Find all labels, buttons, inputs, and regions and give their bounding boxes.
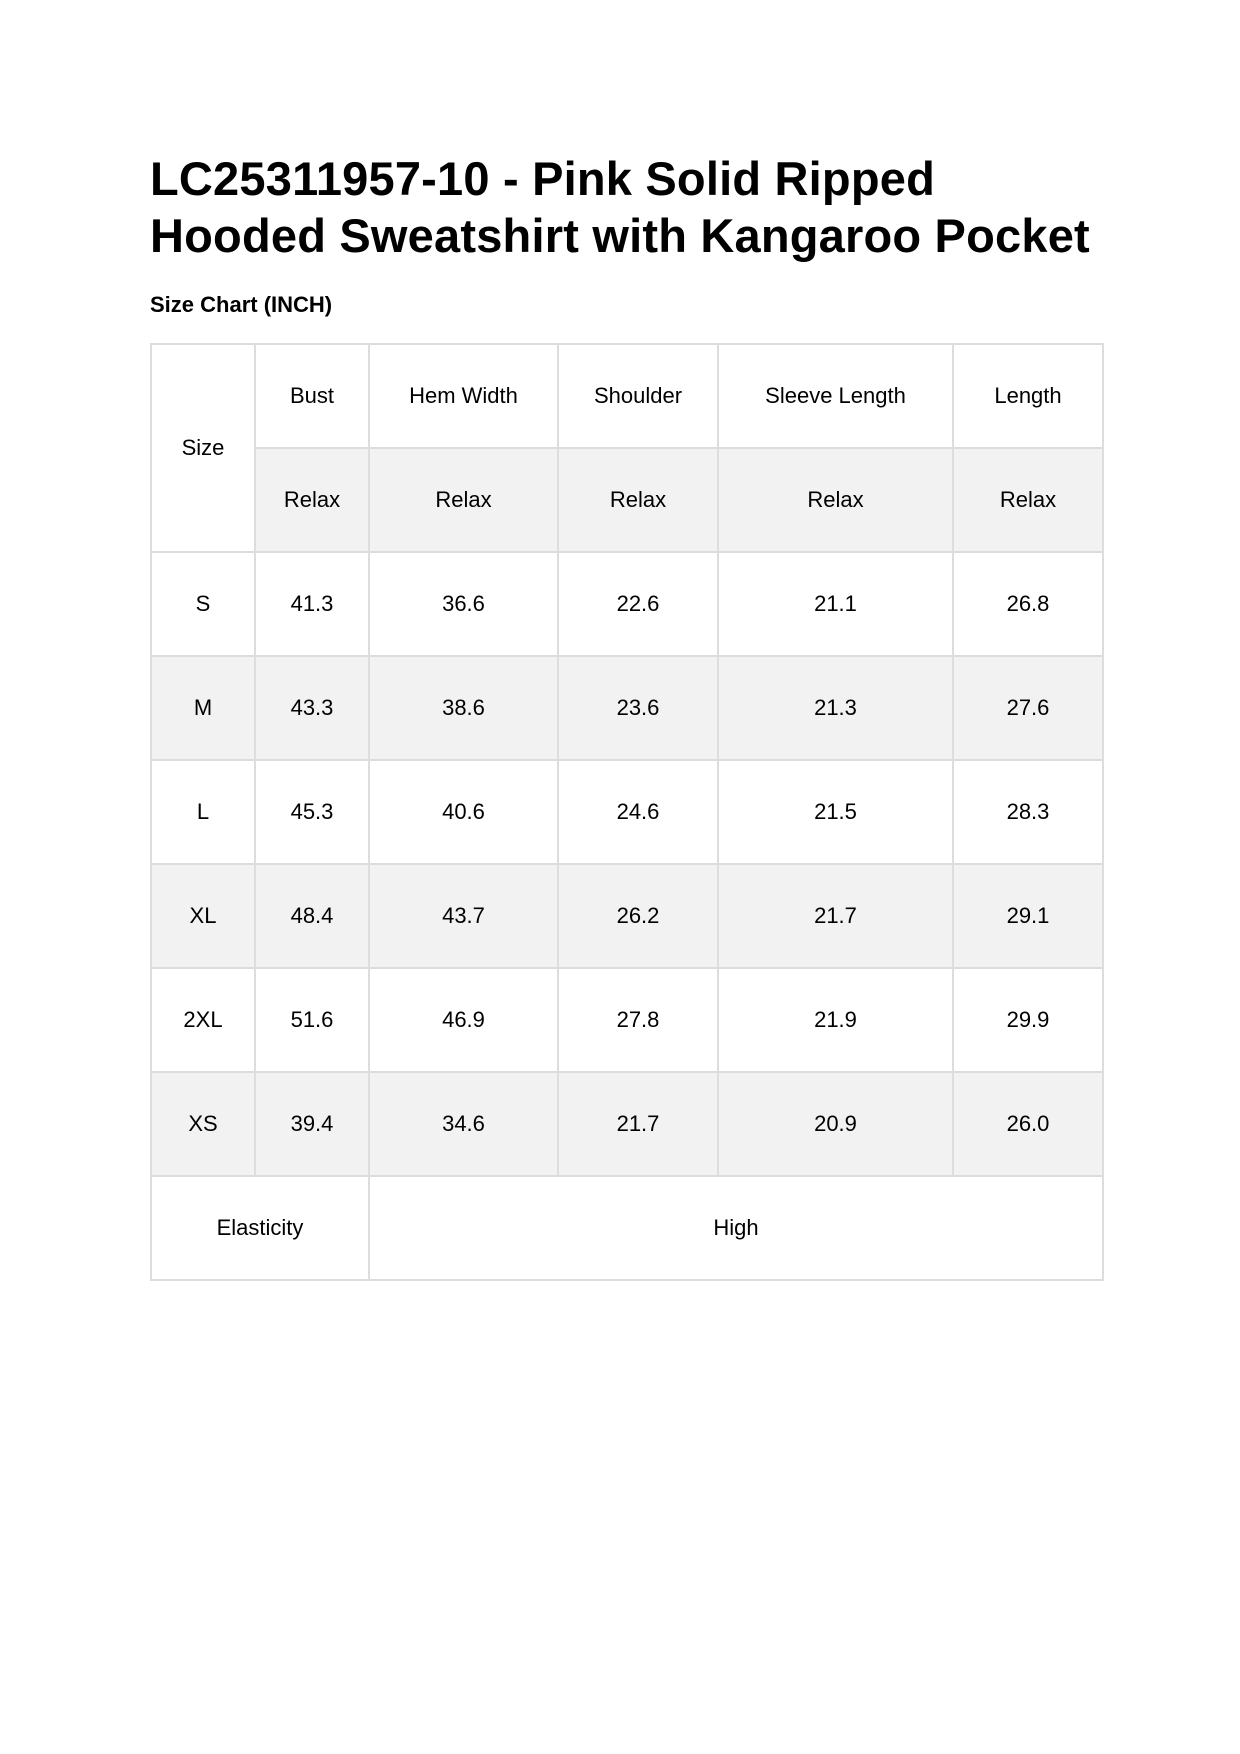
value-cell: 51.6 xyxy=(255,968,369,1072)
value-cell: 26.2 xyxy=(558,864,718,968)
elasticity-row xyxy=(151,1176,1103,1280)
value-cell: 21.1 xyxy=(718,552,953,656)
value-cell: 21.3 xyxy=(718,656,953,760)
column-header-shoulder: Shoulder xyxy=(558,344,718,448)
fit-label-cell: Relax xyxy=(718,448,953,552)
table-row xyxy=(151,760,1103,864)
column-header-sleeve-length: Sleeve Length xyxy=(718,344,953,448)
column-header-length: Length xyxy=(953,344,1103,448)
size-cell: M xyxy=(151,656,255,760)
size-header-cell: Size xyxy=(151,344,255,552)
value-cell: 27.6 xyxy=(953,656,1103,760)
header-row xyxy=(151,344,1103,448)
value-cell: 27.8 xyxy=(558,968,718,1072)
fit-row xyxy=(151,448,1103,552)
value-cell: 22.6 xyxy=(558,552,718,656)
value-cell: 46.9 xyxy=(369,968,558,1072)
value-cell: 21.9 xyxy=(718,968,953,1072)
fit-label-cell: Relax xyxy=(255,448,369,552)
value-cell: 38.6 xyxy=(369,656,558,760)
value-cell: 43.3 xyxy=(255,656,369,760)
value-cell: 28.3 xyxy=(953,760,1103,864)
table-row xyxy=(151,1072,1103,1176)
column-header-hem-width: Hem Width xyxy=(369,344,558,448)
value-cell: 23.6 xyxy=(558,656,718,760)
value-cell: 26.0 xyxy=(953,1072,1103,1176)
value-cell: 26.8 xyxy=(953,552,1103,656)
size-cell: XS xyxy=(151,1072,255,1176)
table-row xyxy=(151,864,1103,968)
value-cell: 36.6 xyxy=(369,552,558,656)
column-header-bust: Bust xyxy=(255,344,369,448)
value-cell: 21.7 xyxy=(558,1072,718,1176)
page-title: LC25311957-10 - Pink Solid Ripped Hooded Sweatshirt with Kangaroo Pocket xyxy=(150,152,1090,262)
size-cell: L xyxy=(151,760,255,864)
value-cell: 39.4 xyxy=(255,1072,369,1176)
value-cell: 43.7 xyxy=(369,864,558,968)
value-cell: 21.7 xyxy=(718,864,953,968)
size-chart-table xyxy=(150,343,1104,1281)
value-cell: 41.3 xyxy=(255,552,369,656)
size-chart-subtitle: Size Chart (INCH) xyxy=(150,292,333,317)
fit-label-cell: Relax xyxy=(369,448,558,552)
value-cell: 29.9 xyxy=(953,968,1103,1072)
value-cell: 21.5 xyxy=(718,760,953,864)
fit-label-cell: Relax xyxy=(953,448,1103,552)
value-cell: 34.6 xyxy=(369,1072,558,1176)
value-cell: 24.6 xyxy=(558,760,718,864)
table-row xyxy=(151,552,1103,656)
value-cell: 48.4 xyxy=(255,864,369,968)
fit-label-cell: Relax xyxy=(558,448,718,552)
value-cell: 29.1 xyxy=(953,864,1103,968)
elasticity-label: Elasticity xyxy=(151,1176,369,1280)
elasticity-value: High xyxy=(369,1176,1103,1280)
value-cell: 20.9 xyxy=(718,1072,953,1176)
table-row xyxy=(151,656,1103,760)
document-page xyxy=(150,150,1102,1281)
table-row xyxy=(151,968,1103,1072)
size-cell: XL xyxy=(151,864,255,968)
size-cell: 2XL xyxy=(151,968,255,1072)
value-cell: 40.6 xyxy=(369,760,558,864)
size-cell: S xyxy=(151,552,255,656)
value-cell: 45.3 xyxy=(255,760,369,864)
